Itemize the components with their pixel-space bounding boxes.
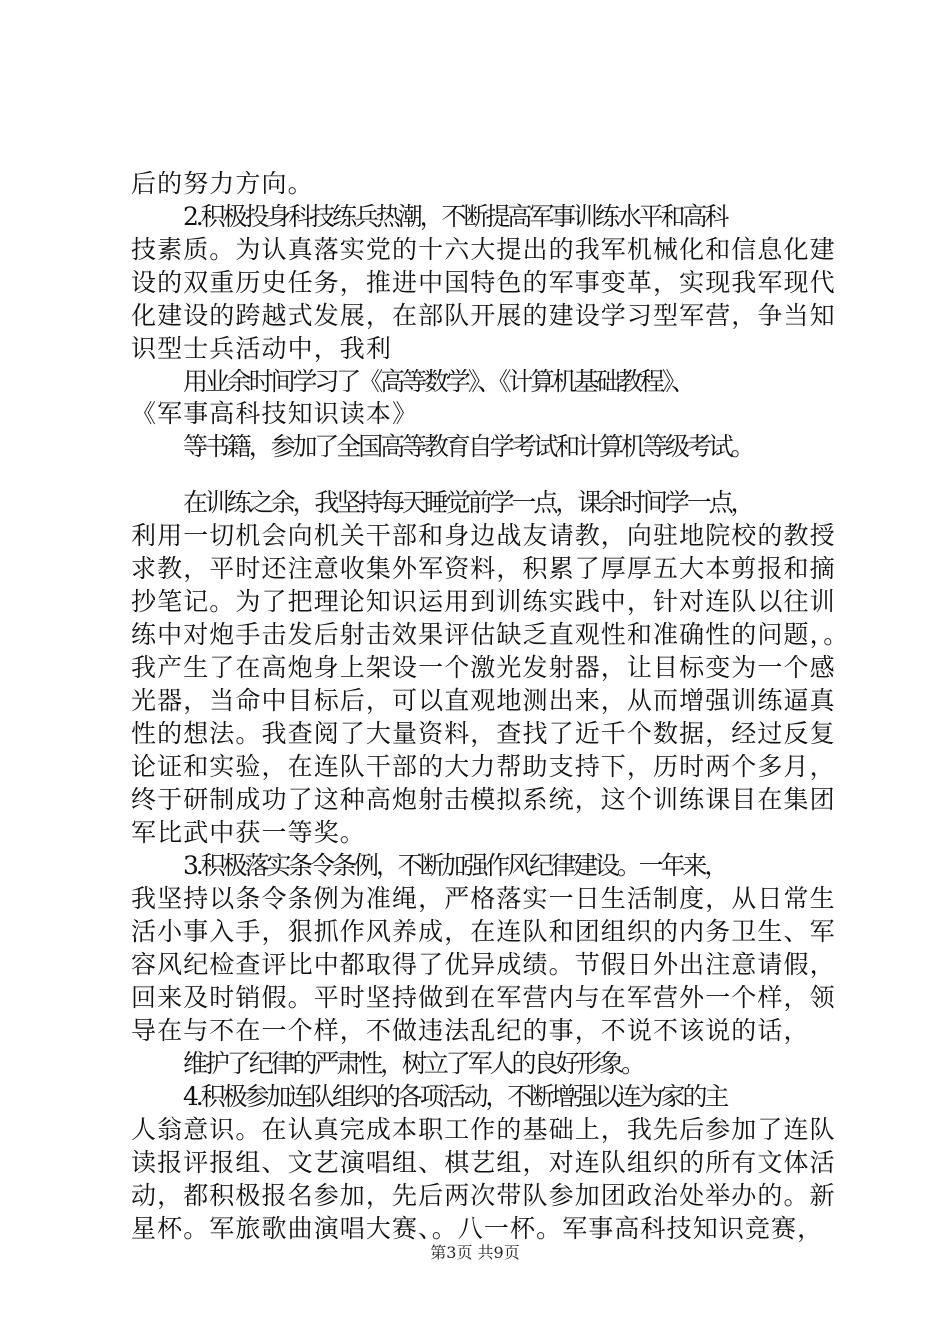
text-line: 后的努力方向。 bbox=[131, 169, 314, 198]
text-line: 活小事入手，狠抓作风养成，在连队和团组织的内务卫生、军 bbox=[131, 917, 836, 946]
text-line: 容风纪检查评比中都取得了优异成绩。节假日外出注意请假， bbox=[131, 950, 836, 979]
text-line: 性的想法。我查阅了大量资料，查找了近千个数据，经过反复 bbox=[131, 719, 836, 748]
text-line: 在训练之余，我坚持每天睡觉前学一点，课余时间学一点， bbox=[183, 488, 753, 517]
text-line: 我坚持以条令条例为准绳，严格落实一日生活制度，从日常生 bbox=[131, 884, 836, 913]
text-line: 用业余时间学习了《高等数学》、《计算机基础教程》、 bbox=[183, 367, 694, 396]
text-line: 化建设的跨越式发展，在部队开展的建设学习型军营，争当知 bbox=[131, 301, 836, 330]
text-line: 抄笔记。为了把理论知识运用到训练实践中，针对连队以往训 bbox=[131, 587, 836, 616]
text-line: 我产生了在高炮身上架设一个激光发射器，让目标变为一个感 bbox=[131, 653, 836, 682]
text-line: 2.积极投身科技练兵热潮，不断提高军事训练水平和高科 bbox=[183, 202, 727, 231]
text-line: 维护了纪律的严肃性，树立了军人的良好形象。 bbox=[183, 1049, 643, 1078]
text-line: 星杯。军旅歌曲演唱大赛、。八一杯。军事高科技知识竞赛， bbox=[131, 1214, 824, 1243]
text-line: 导在与不在一个样，不做违法乱纪的事，不说不该说的话， bbox=[131, 1016, 810, 1045]
text-line: 3.积极落实条令条例，不断加强作风纪律建设。一年来， bbox=[183, 851, 727, 880]
text-line: 练中对炮手击发后射击效果评估缺乏直观性和准确性的问题，。 bbox=[131, 620, 850, 649]
text-line: 设的双重历史任务，推进中国特色的军事变革，实现我军现代 bbox=[131, 268, 836, 297]
text-line: 读报评报组、文艺演唱组、棋艺组，对连队组织的所有文体活 bbox=[131, 1148, 836, 1177]
page-number-footer: 第3页 共9页 bbox=[430, 1243, 520, 1262]
text-line: 论证和实验，在连队干部的大力帮助支持下，历时两个多月， bbox=[131, 752, 836, 781]
text-line: 4.积极参加连队组织的各项活动，不断增强以连为家的主 bbox=[183, 1082, 727, 1111]
text-line: 军比武中获一等奖。 bbox=[131, 818, 366, 847]
text-line: 求教，平时还注意收集外军资料，积累了厚厚五大本剪报和摘 bbox=[131, 554, 836, 583]
text-line: 人翁意识。在认真完成本职工作的基础上，我先后参加了连队 bbox=[131, 1115, 836, 1144]
text-line: 终于研制成功了这种高炮射击模拟系统，这个训练课目在集团 bbox=[131, 785, 836, 814]
text-line: 动，都积极报名参加，先后两次带队参加团政治处举办的。新 bbox=[131, 1181, 836, 1210]
text-line: 等书籍，参加了全国高等教育自学考试和计算机等级考试。 bbox=[183, 432, 753, 461]
text-line: 利用一切机会向机关干部和身边战友请教，向驻地院校的教授 bbox=[131, 521, 836, 550]
text-line: 《军事高科技知识读本》 bbox=[131, 399, 419, 428]
text-line: 技素质。为认真落实党的十六大提出的我军机械化和信息化建 bbox=[131, 235, 836, 264]
text-line: 识型士兵活动中，我利 bbox=[131, 334, 393, 363]
text-line: 回来及时销假。平时坚持做到在军营内与在军营外一个样，领 bbox=[131, 983, 836, 1012]
text-line: 光器，当命中目标后，可以直观地测出来，从而增强训练逼真 bbox=[131, 686, 836, 715]
